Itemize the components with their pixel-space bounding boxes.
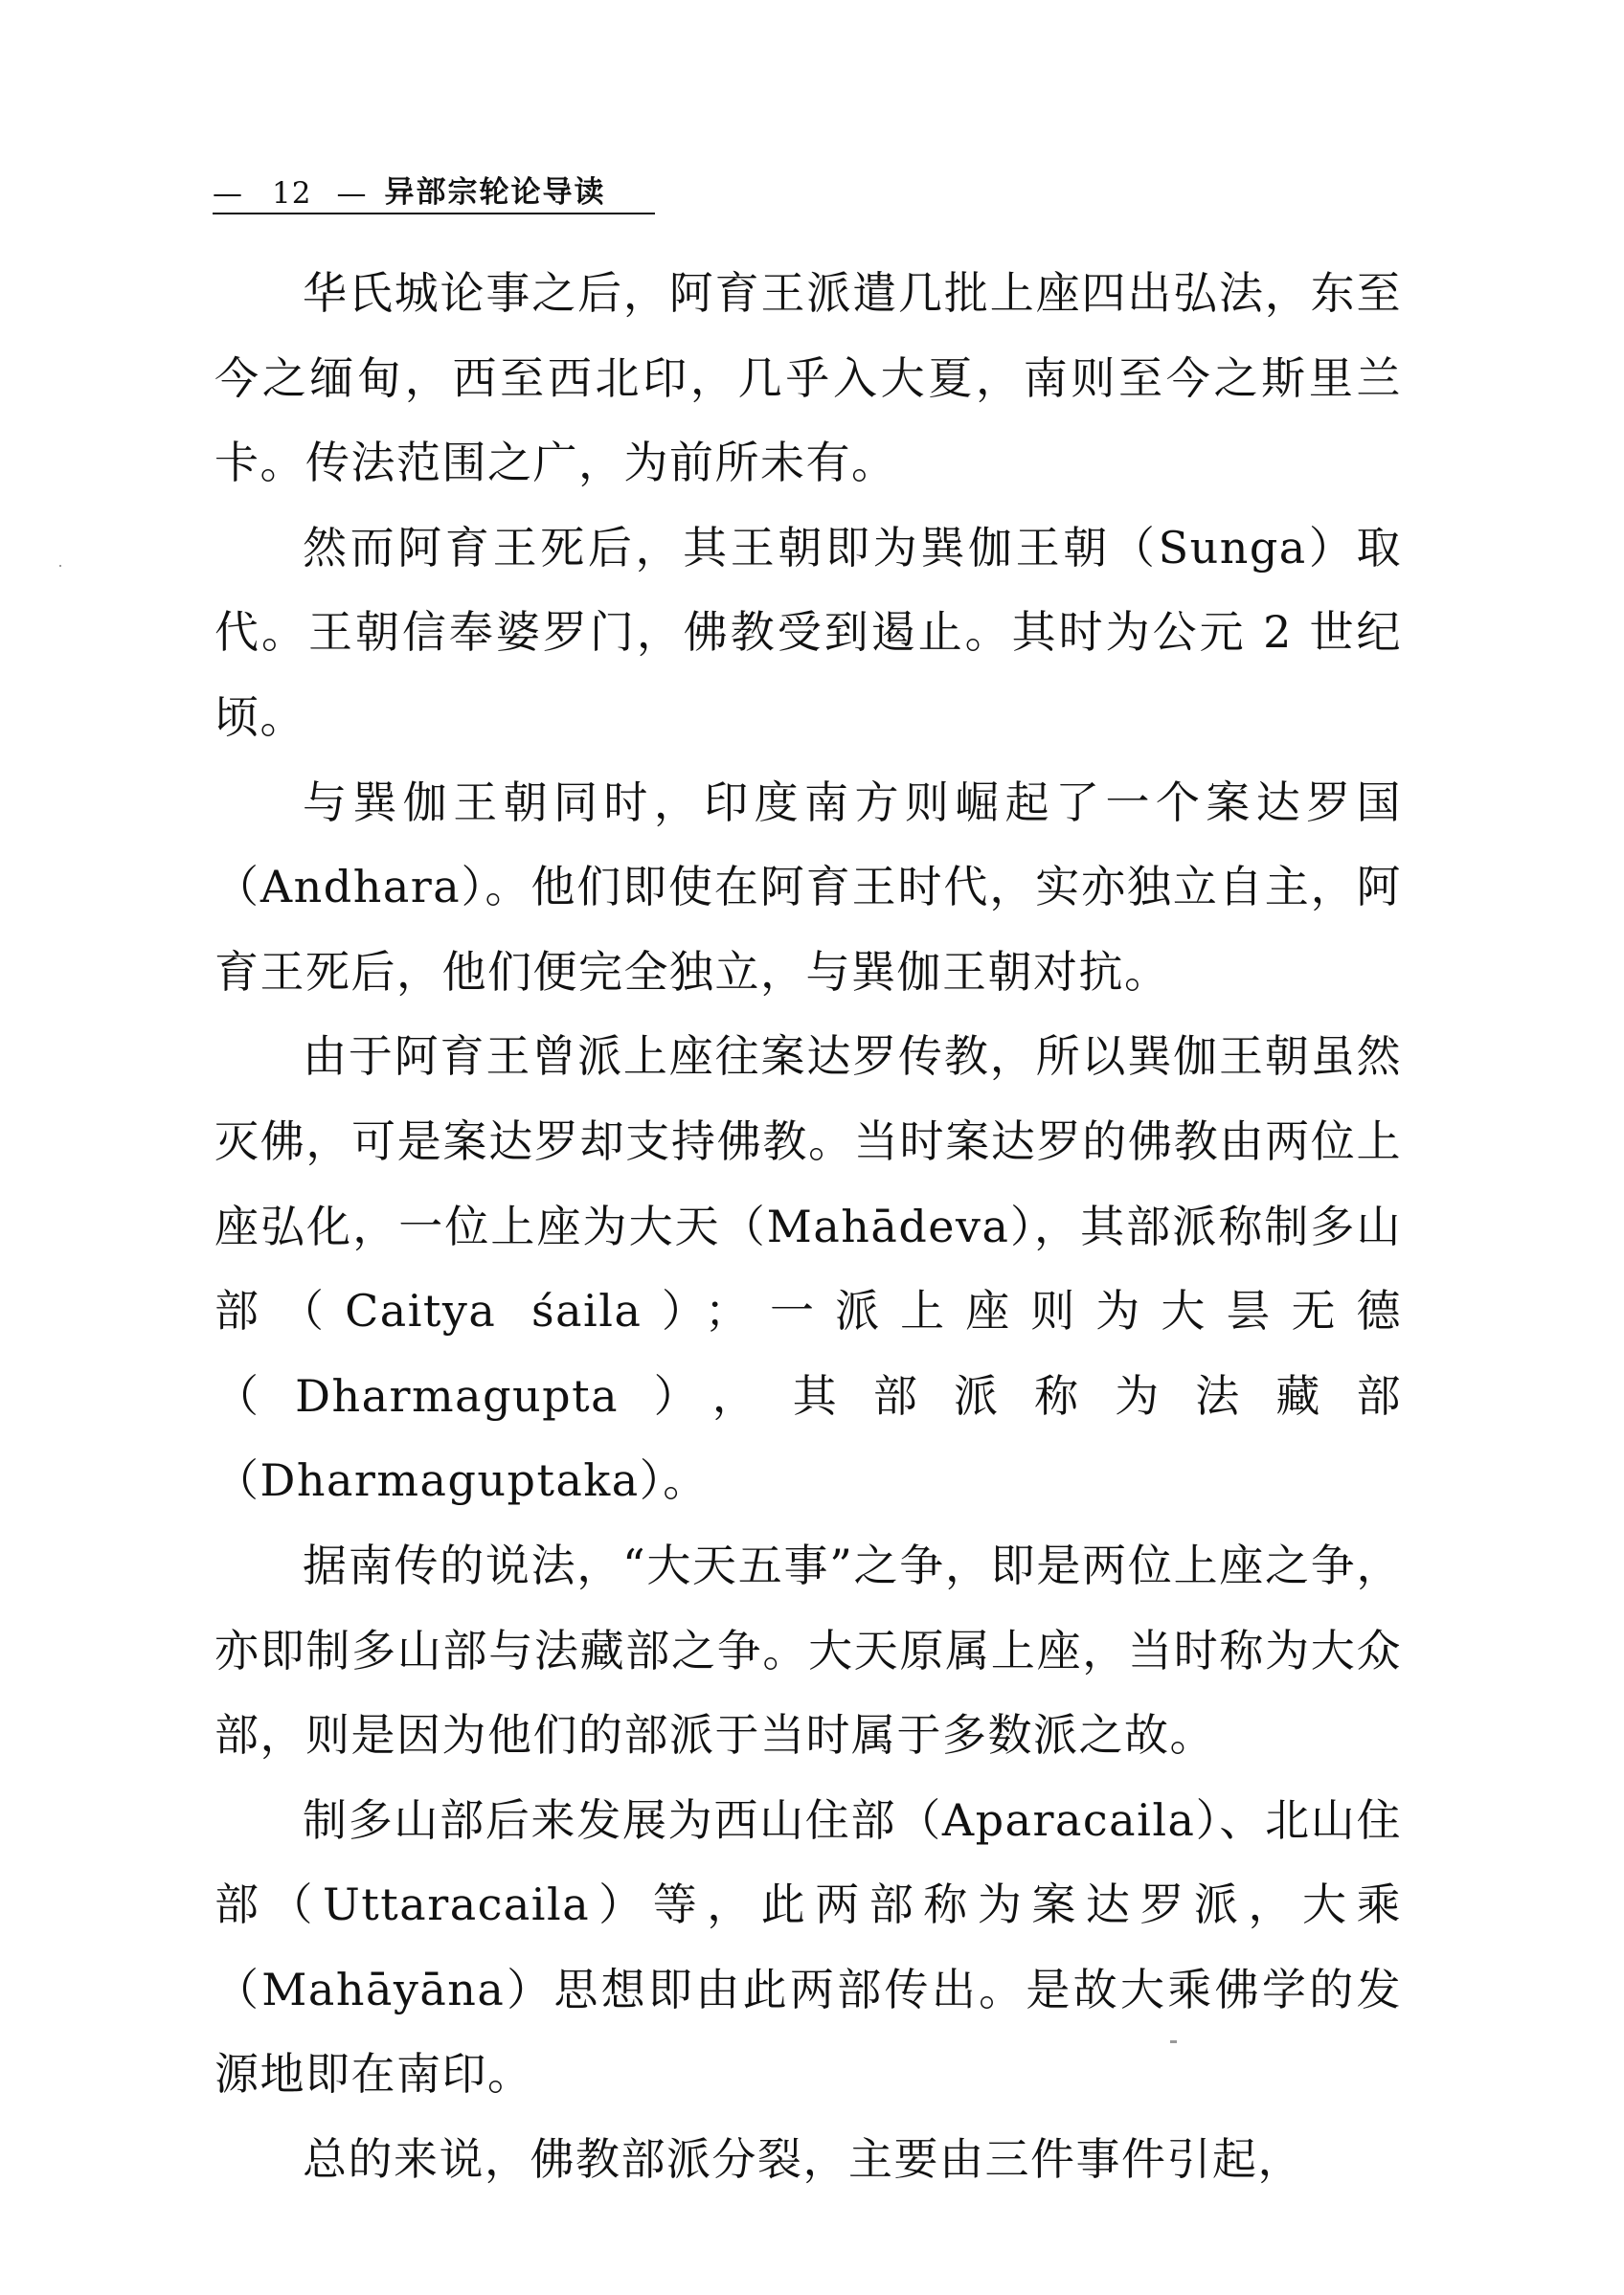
paragraph-4: 由于阿育王曾派上座往案达罗传教，所以巽伽王朝虽然灭佛，可是案达罗却支持佛教。当时案达罗的佛教由两位上座弘化，一位上座为大天（Mahādeva），其部派称制多山部（Caitya śaila）；一派上座则为大昙无德（Dharmagupta），其部派称为法藏部（Dharmaguptaka）。: [214, 1030, 1402, 1507]
paragraph-5: 据南传的说法，“大天五事”之争，即是两位上座之争，亦即制多山部与法藏部之争。大天原属上座，当时称为大众部，则是因为他们的部派于当时属于多数派之故。: [214, 1539, 1402, 1762]
body-text: [214, 251, 1402, 2202]
header-dash-left: —: [213, 176, 243, 211]
paragraph-6: 制多山部后来发展为西山住部（Aparacaila）、北山住部（Uttaracaila）等，此两部称为案达罗派，大乘（Mahāyāna）思想即由此两部传出。是故大乘佛学的发源地即在南印。: [214, 1793, 1402, 2101]
header-rule: [213, 213, 655, 214]
header-dash-right: —: [336, 176, 368, 211]
page-number: 12: [272, 176, 312, 211]
book-title: 异部宗轮论导读: [384, 175, 606, 210]
running-header: [213, 161, 653, 211]
scan-speck: [59, 565, 61, 567]
paragraph-3: 与巽伽王朝同时，印度南方则崛起了一个案达罗国（Andhara）。他们即使在阿育王时代，实亦独立自主，阿育王死后，他们便完全独立，与巽伽王朝对抗。: [214, 776, 1402, 998]
paragraph-2: 然而阿育王死后，其王朝即为巽伽王朝（Sunga）取代。王朝信奉婆罗门，佛教受到遏止。其时为公元 2 世纪顷。: [214, 521, 1402, 743]
paragraph-1: 华氏城论事之后，阿育王派遣几批上座四出弘法，东至今之缅甸，西至西北印，几乎入大夏，南则至今之斯里兰卡。传法范围之广，为前所未有。: [214, 267, 1402, 489]
scan-speck: [1170, 2040, 1177, 2043]
paragraph-7: 总的来说，佛教部派分裂，主要由三件事件引起，: [303, 2133, 1303, 2186]
